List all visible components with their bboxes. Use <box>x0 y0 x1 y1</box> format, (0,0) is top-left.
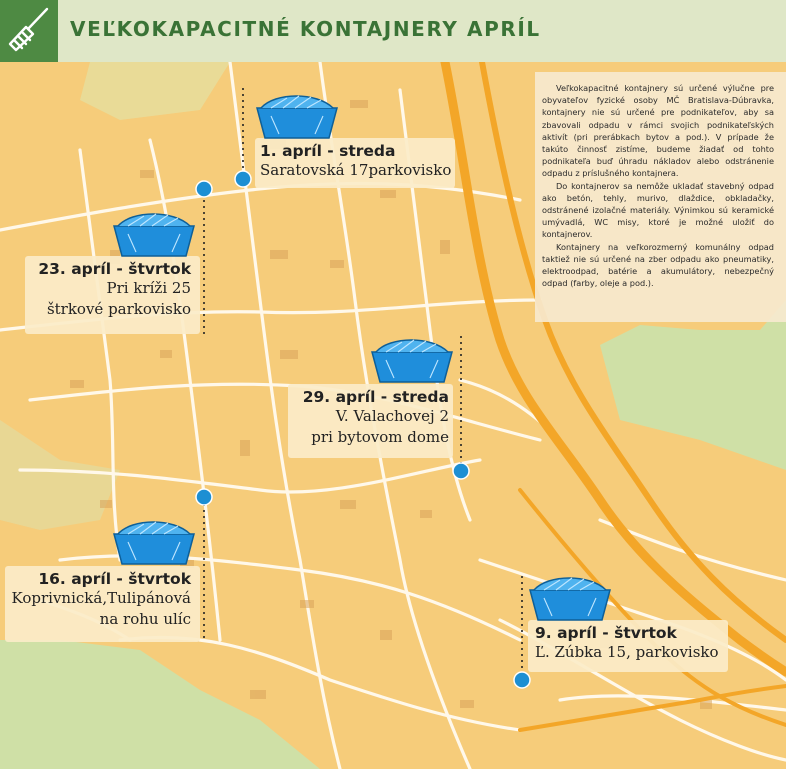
location-address: Saratovská 17parkovisko <box>260 161 452 179</box>
location-label-zubka <box>535 624 719 663</box>
info-paragraph: Veľkokapacitné kontajnery sú určené výlučne pre obyvateľov fyzické osoby MČ Bratislava-Dúbravka, kontajnery nie sú určené pre podnikateľov, aby sa zbavovali odpadu v rámci svojich podnikateľských aktivít (pri prerábkach bytov a pod.). V prípade že takúto činnosť zistíme, budeme žiadať od tohto podnikateľa buď úhradu nákladov alebo odstránenie odpadu z príslušného kontajnera. <box>542 83 774 179</box>
location-address: Pri kríži 25 <box>106 279 191 297</box>
location-date: 16. apríl - štvrtok <box>38 570 191 588</box>
location-marker-icon <box>196 489 212 505</box>
location-marker-icon <box>453 463 469 479</box>
info-paragraph: Do kontajnerov sa nemôže ukladať stavebný odpad ako betón, tehly, murivo, dlaždice, obkladačky, odstránené izolačné materiály. Výnimkou sú keramické umývadlá, WC misy, ktoré je možné uložiť do kontajnerov. <box>542 180 774 240</box>
location-marker-icon <box>196 181 212 197</box>
page-title: VEĽKOKAPACITNÉ KONTAJNERY APRÍL <box>70 17 541 41</box>
location-label-koprivnicka <box>12 570 191 630</box>
location-address: Koprivnická,Tulipánová <box>11 589 191 607</box>
location-address: pri bytovom dome <box>311 428 449 446</box>
header <box>0 0 786 62</box>
location-address: na rohu ulíc <box>99 610 191 628</box>
location-marker-icon <box>235 171 251 187</box>
location-date: 9. apríl - štvrtok <box>535 624 677 642</box>
location-date: 29. apríl - streda <box>302 388 449 406</box>
location-date: 23. apríl - štvrtok <box>38 260 191 278</box>
location-label-pri-krizi <box>38 260 191 320</box>
location-label-saratovska <box>260 142 451 181</box>
location-address: štrkové parkovisko <box>46 300 191 318</box>
info-paragraph: Kontajnery na veľkorozmerný komunálny odpad taktiež nie sú určené na zber odpadu ako pneumatiky, elektroodpad, batérie a akumulátory, nebezpečný odpad (farby, oleje a pod.). <box>542 241 774 289</box>
location-label-valachovej <box>303 388 449 448</box>
location-date: 1. apríl - streda <box>260 142 396 160</box>
location-address: Ľ. Zúbka 15, parkovisko <box>535 643 719 661</box>
location-marker-icon <box>514 672 530 688</box>
location-address: V. Valachovej 2 <box>335 407 449 425</box>
broom-icon <box>0 0 58 62</box>
info-text <box>542 82 774 289</box>
